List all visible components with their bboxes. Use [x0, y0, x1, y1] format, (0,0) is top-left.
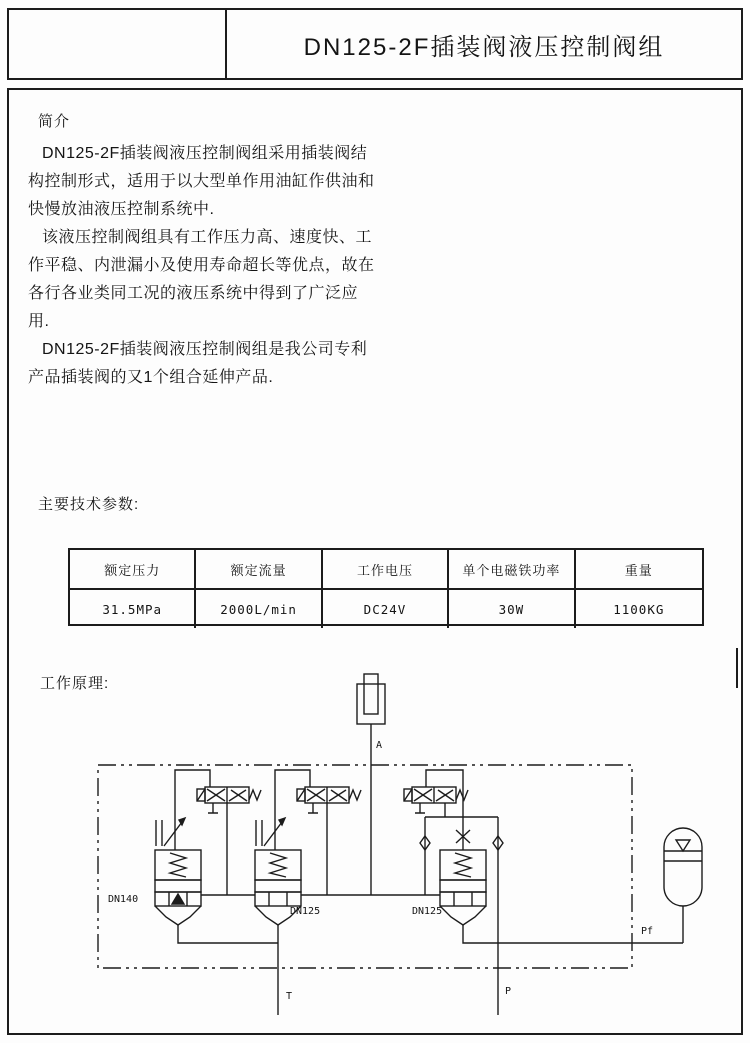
drain-line	[208, 803, 218, 813]
table-value-rated-pressure: 31.5MPa	[70, 590, 196, 628]
spring-icon	[456, 790, 468, 800]
intro-line: 产品插装阀的又1个组合延伸产品.	[28, 369, 274, 386]
valve2-label: DN125	[290, 906, 321, 917]
table-header-working-voltage: 工作电压	[323, 550, 449, 590]
title-cell	[227, 10, 741, 78]
intro-line: 该液压控制阀组具有工作压力高、速度快、工	[42, 229, 373, 246]
cylinder-icon	[357, 674, 385, 724]
drain-line	[308, 803, 318, 813]
principle-heading: 工作原理:	[40, 675, 110, 692]
port-p-label: P	[505, 986, 512, 997]
solenoid-valve-icon	[404, 787, 468, 813]
throttle-icon	[156, 818, 185, 846]
spring-icon	[170, 853, 186, 877]
table-value-rated-flow: 2000L/min	[196, 590, 322, 628]
parameters-table	[68, 548, 704, 626]
port-pf-label: Pf	[641, 926, 654, 937]
valve-group-2	[255, 770, 361, 1015]
intro-line: 用.	[28, 313, 50, 330]
valve-group-3	[404, 770, 683, 1015]
title-block-empty-cell	[9, 10, 227, 78]
pilot-line	[175, 770, 210, 850]
right-margin-tick	[736, 648, 738, 688]
table-header-weight: 重量	[576, 550, 702, 590]
pilot-line	[275, 770, 310, 850]
page-title: DN125-2F插装阀液压控制阀组	[303, 33, 665, 61]
drain-line	[415, 803, 425, 813]
table-header-rated-pressure: 额定压力	[70, 550, 196, 590]
cartridge-valve-icon	[155, 850, 201, 925]
port-t-label: T	[286, 991, 293, 1002]
solenoid-valve-icon	[197, 787, 261, 813]
spring-icon	[349, 790, 361, 800]
port-a-label: A	[376, 740, 383, 751]
table-value-solenoid-power: 30W	[449, 590, 575, 628]
table-header-rated-flow: 额定流量	[196, 550, 322, 590]
spring-icon	[270, 853, 286, 877]
accumulator-icon	[664, 828, 702, 943]
intro-heading: 简介	[38, 113, 71, 130]
intro-line: DN125-2F插装阀液压控制阀组是我公司专利	[42, 341, 368, 358]
intro-text	[28, 140, 375, 392]
hydraulic-schematic	[80, 660, 730, 1030]
table-header-solenoid-power: 单个电磁铁功率	[449, 550, 575, 590]
spring-icon	[249, 790, 261, 800]
solenoid-valve-icon	[297, 787, 361, 813]
check-poppet-icon	[172, 894, 184, 904]
table-value-working-voltage: DC24V	[323, 590, 449, 628]
parameters-heading: 主要技术参数:	[38, 496, 140, 513]
intro-line: 作平稳、内泄漏小及使用寿命超长等优点，故在	[28, 257, 375, 274]
intro-line: DN125-2F插装阀液压控制阀组采用插装阀结	[42, 145, 368, 162]
valve-group-1	[108, 770, 278, 943]
spring-icon	[455, 853, 471, 877]
valve3-label: DN125	[412, 906, 443, 917]
intro-line: 各行各业类同工况的液压系统中得到了广泛应	[28, 285, 359, 302]
throttle-icon	[256, 818, 285, 846]
title-block	[7, 8, 743, 80]
intro-line: 构控制形式，适用于以大型单作用油缸作供油和	[28, 173, 375, 190]
intro-line: 快慢放油液压控制系统中.	[28, 201, 215, 218]
table-value-weight: 1100KG	[613, 601, 665, 617]
valve1-label: DN140	[108, 894, 139, 905]
valve1-bottom-line	[178, 925, 278, 943]
cartridge-valve-icon	[440, 850, 486, 925]
